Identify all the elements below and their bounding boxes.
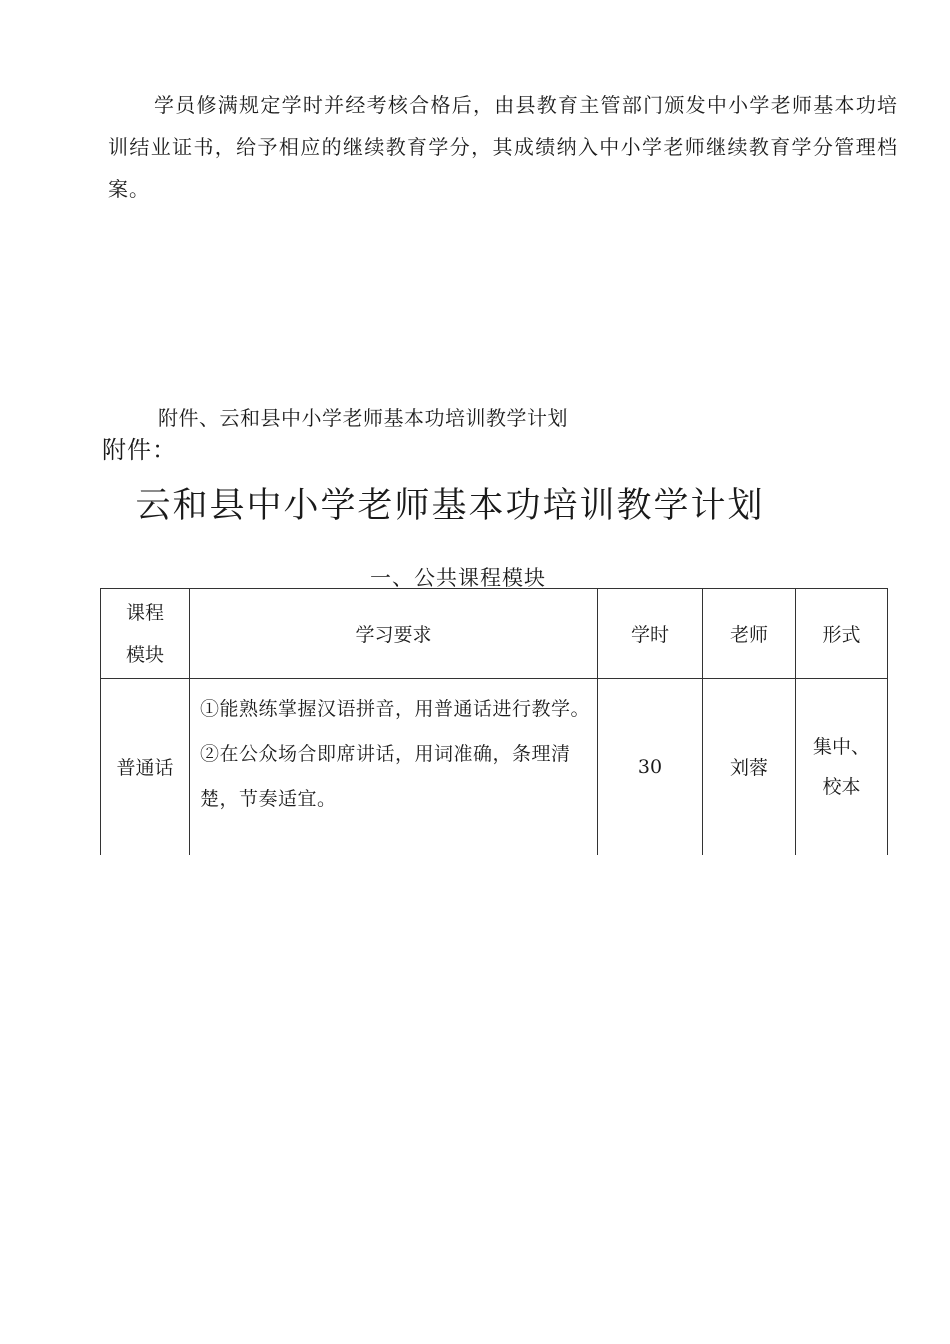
appendix-note: 附件、云和县中小学老师基本功培训教学计划 [158,406,568,430]
header-module-line2: 模块 [125,643,164,666]
header-format: 形式 [796,589,888,679]
header-hours: 学时 [598,589,703,679]
cell-format [796,679,888,855]
table-row [101,679,888,855]
header-requirements: 学习要求 [190,589,598,679]
cell-hours: 30 [598,679,703,855]
cell-requirements [190,679,598,855]
teaching-plan-table [100,588,888,855]
section-title: 一、公共课程模块 [370,566,546,590]
cell-module: 普通话 [101,679,190,855]
header-module-line1: 课程 [125,601,164,624]
requirement-item-1: ①能熟练掌握汉语拼音，用普通话进行教学。 [200,698,591,720]
table-header-row [101,589,888,679]
intro-paragraph: 学员修满规定学时并经考核合格后，由县教育主管部门颁发中小学老师基本功培训结业证书，给予相应的继续教育学分，其成绩纳入中小学老师继续教育学分管理档案。 [108,93,898,201]
cell-teacher: 刘蓉 [703,679,796,855]
format-line2: 校本 [822,775,861,798]
format-line1: 集中、 [812,735,870,758]
header-course-module [101,589,190,679]
document-title: 云和县中小学老师基本功培训教学计划 [135,486,765,526]
header-teacher: 老师 [703,589,796,679]
requirement-item-2: ②在公众场合即席讲话，用词准确，条理清楚，节奏适宜。 [200,743,571,810]
appendix-label: 附件： [102,436,177,464]
